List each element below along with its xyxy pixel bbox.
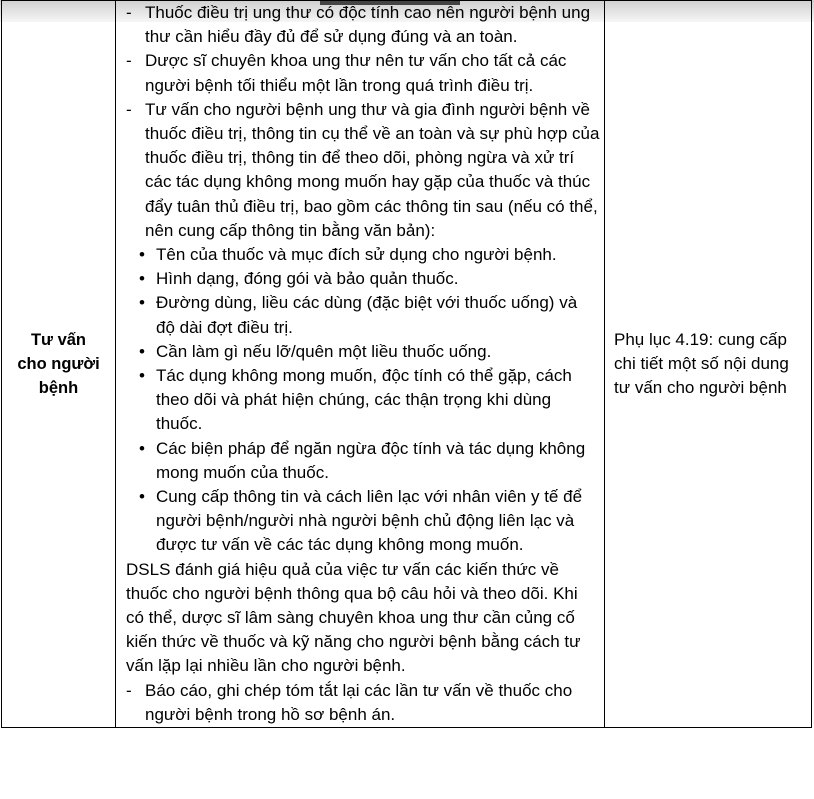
content-list (116, 1, 604, 727)
guideline-table (1, 0, 812, 728)
dash-item: - Tư vấn cho người bệnh ung thư và gia đình người bệnh về thuốc điều trị, thông tin cụ thể về an toàn và sự phù hợp của thuốc điều trị, thông tin để theo dõi, phòng ngừa và xử trí các tác dụng không mong muốn hay gặp của thuốc và thúc đẩy tuân thủ điều trị, bao gồm các thông tin sau (nếu có thể, nên cung cấp thông tin bằng văn bản): (126, 98, 600, 243)
reference-text: Phụ lục 4.19: cung cấp chi tiết một số nội dung tư vấn cho người bệnh (614, 330, 789, 398)
bullet-item: • Tên của thuốc và mục đích sử dụng cho người bệnh. (126, 243, 600, 267)
content-cell (116, 1, 605, 728)
dash-item: - Báo cáo, ghi chép tóm tắt lại các lần tư vấn về thuốc cho người bệnh trong hồ sơ bệnh án. (126, 679, 600, 727)
row-label-line: cho người (17, 355, 100, 374)
row-label-line: bệnh (38, 379, 79, 398)
bullet-item: • Cung cấp thông tin và cách liên lạc với nhân viên y tế để người bệnh/người nhà người bệnh chủ động liên lạc và được tư vấn về các tác dụng không mong muốn. (126, 485, 600, 558)
bullet-item: • Đường dùng, liều các dùng (đặc biệt với thuốc uống) và độ dài đợt điều trị. (126, 291, 600, 339)
row-label-line: Tư vấn (30, 331, 87, 350)
bullet-item: • Hình dạng, đóng gói và bảo quản thuốc. (126, 267, 600, 291)
dash-item: - Dược sĩ chuyên khoa ung thư nên tư vấn cho tất cả các người bệnh tối thiểu một lần trong quá trình điều trị. (126, 49, 600, 97)
row-label (2, 328, 115, 400)
reference-cell (605, 1, 812, 728)
row-label-cell (2, 1, 116, 728)
dash-item: - Thuốc điều trị ung thư có độc tính cao nên người bệnh ung thư cần hiểu đầy đủ để sử dụng đúng và an toàn. (126, 1, 600, 49)
paragraph: DSLS đánh giá hiệu quả của việc tư vấn các kiến thức về thuốc cho người bệnh thông qua bộ câu hỏi và theo dõi. Khi có thể, dược sĩ lâm sàng chuyên khoa ung thư cần củng cố kiến thức về thuốc và kỹ năng cho người bệnh bằng cách tư vấn lặp lại nhiều lần cho người bệnh. (126, 559, 581, 676)
bullet-item: • Cần làm gì nếu lỡ/quên một liều thuốc uống. (126, 340, 600, 364)
bullet-item: • Tác dụng không mong muốn, độc tính có thể gặp, cách theo dõi và phát hiện chúng, các thận trọng khi dùng thuốc. (126, 364, 600, 437)
table-row (2, 1, 812, 728)
bullet-item: • Các biện pháp để ngăn ngừa độc tính và tác dụng không mong muốn của thuốc. (126, 437, 600, 485)
